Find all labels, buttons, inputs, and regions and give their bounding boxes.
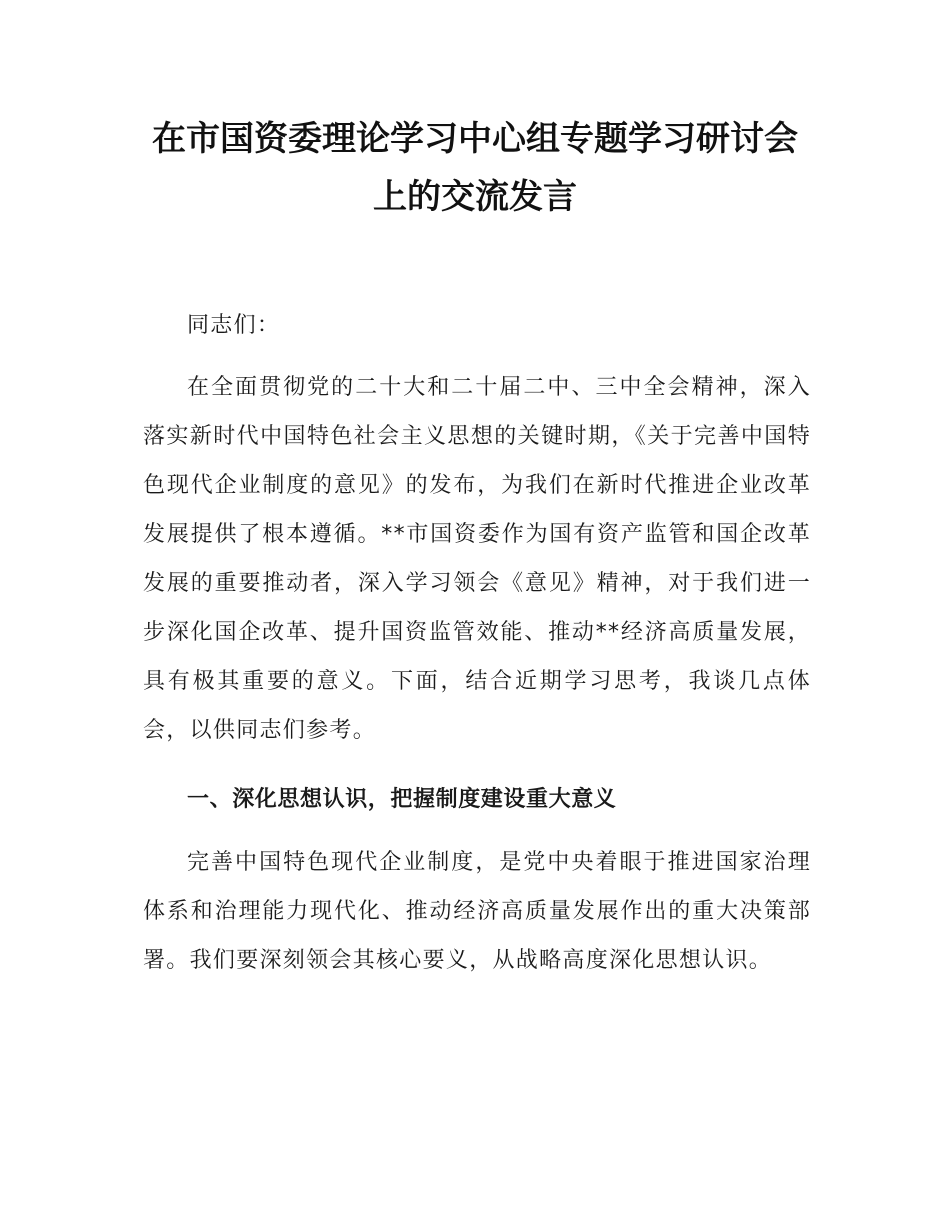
document-title <box>100 110 850 226</box>
section-heading-1: 一、深化思想认识，把握制度建设重大意义 <box>187 787 617 812</box>
greeting: 同志们： <box>187 313 281 338</box>
paragraph-intro: 在全面贯彻党的二十大和二十届二中、三中全会精神，深入落实新时代中国特色社会主义思想的关键时期，《关于完善中国特色现代企业制度的意见》的发布，为我们在新时代推进企业改革发展提供了根本遵循。**市国资委作为国有资产监管和国企改革发展的重要推动者，深入学习领会《意见》精神，对于我们进一步深化国企改革、提升国资监管效能、推动**经济高质量发展，具有极其重要的意义。下面，结合近期学习思考，我谈几点体会，以供同志们参考。 <box>143 375 811 743</box>
title-line-2: 上的交流发言 <box>373 177 577 217</box>
title-line-1: 在市国资委理论学习中心组专题学习研讨会 <box>152 119 798 159</box>
paragraph-section-1: 完善中国特色现代企业制度，是党中央着眼于推进国家治理体系和治理能力现代化、推动经济高质量发展作出的重大决策部署。我们要深刻领会其核心要义，从战略高度深化思想认识。 <box>143 850 811 973</box>
